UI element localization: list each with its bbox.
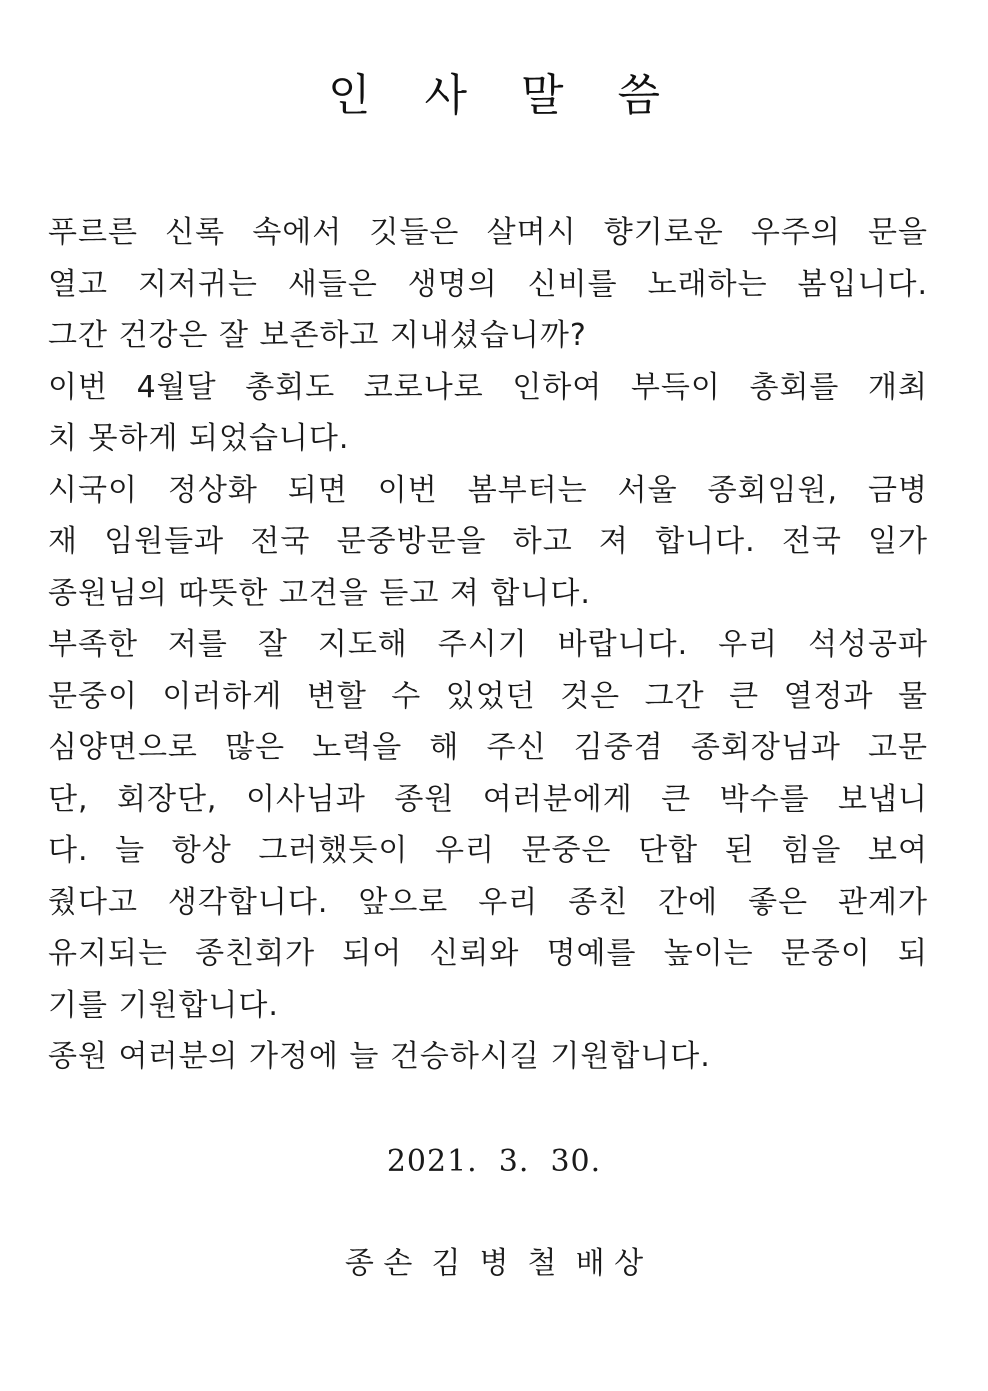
body-line: 열고 지저귀는 새들은 생명의 신비를 노래하는 봄입니다. <box>48 266 928 302</box>
body-line: 이번 4월달 총회도 코로나로 인하여 부득이 총회를 개최 <box>48 369 928 405</box>
body-line: 다. 늘 항상 그러했듯이 우리 문중은 단합 된 힘을 보여 <box>48 833 928 868</box>
body-line: 치 못하게 되었습니다. <box>48 421 350 456</box>
body-line: 심양면으로 많은 노력을 해 주신 김중겸 종회장님과 고문 <box>48 730 928 765</box>
body-line: 그간 건강은 잘 보존하고 지내셨습니까? <box>48 318 587 353</box>
body-line: 재 임원들과 전국 문중방문을 하고 져 합니다. 전국 일가 <box>48 524 928 559</box>
body-line: 단, 회장단, 이사님과 종원 여러분에게 큰 박수를 보냅니 <box>48 781 928 817</box>
body-line: 종원님의 따뜻한 고견을 듣고 져 합니다. <box>48 575 591 611</box>
body-line: 푸르른 신록 속에서 깃들은 살며시 향기로운 우주의 문을 <box>48 215 928 250</box>
body-line: 종원 여러분의 가정에 늘 건승하시길 기원합니다. <box>48 1039 711 1074</box>
body-line: 시국이 정상화 되면 이번 봄부터는 서울 종회임원, 금병 <box>48 472 928 508</box>
letter-body <box>48 207 928 1083</box>
body-line: 부족한 저를 잘 지도해 주시기 바랍니다. 우리 석성공파 <box>48 627 928 662</box>
body-line: 기를 기원합니다. <box>48 987 279 1023</box>
body-line: 문중이 이러하게 변할 수 있었던 것은 그간 큰 열정과 물 <box>48 678 928 714</box>
body-line: 줬다고 생각합니다. 앞으로 우리 종친 간에 좋은 관계가 <box>48 884 928 920</box>
letter-date: 2021. 3. 30. <box>386 1144 602 1179</box>
letter-title: 인 사 말 씀 <box>328 70 680 121</box>
body-line: 유지되는 종친회가 되어 신뢰와 명예를 높이는 문중이 되 <box>48 936 928 971</box>
letter-signature: 종 손 김 병 철 배 상 <box>344 1246 644 1281</box>
